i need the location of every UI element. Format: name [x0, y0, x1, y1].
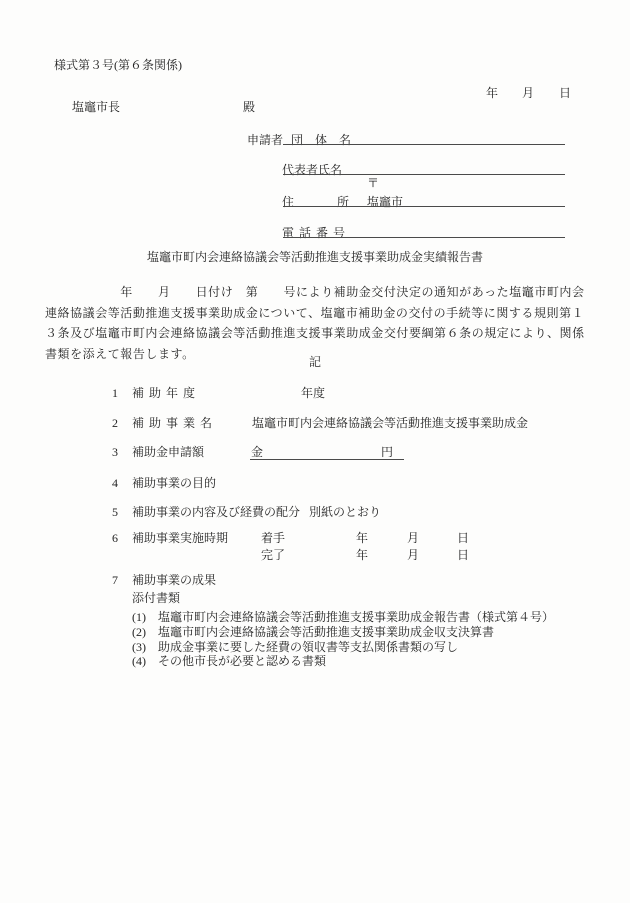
item-label: 補助事業の成果: [132, 573, 217, 587]
attachment-item: (4) その他市長が必要と認める書類: [132, 654, 326, 669]
phone-field-underline: [283, 237, 565, 238]
issue-date-day-label: 日: [559, 86, 572, 100]
address-label-2: 所: [337, 195, 350, 209]
representative-field-underline: [283, 174, 565, 175]
amount-suffix: 円: [381, 445, 394, 459]
item-number: 3: [112, 445, 118, 459]
representative-label: 代表者氏名: [282, 163, 343, 177]
item-label: 補助年度: [132, 386, 201, 400]
item-label: 補助事業実施時期: [132, 531, 229, 545]
document-title: 塩竈市町内会連絡協議会等活動推進支援事業助成金実績報告書: [146, 250, 483, 264]
body-paragraph-line: ３条及び塩竈市町内会連絡協議会等活動推進支援事業助成金交付要綱第６条の規定により、関係: [45, 326, 585, 340]
item-number: 4: [112, 476, 118, 490]
start-label: 着手: [261, 531, 286, 545]
attachments-heading: 添付書類: [132, 591, 181, 605]
phone-label: 電話番号: [282, 226, 351, 240]
postal-mark: 〒: [367, 176, 380, 190]
item-number: 2: [112, 416, 118, 430]
amount-field-underline: [250, 459, 404, 460]
group-name-field-underline: [283, 144, 565, 145]
end-month-label: 月: [407, 548, 420, 562]
address-field-underline: [283, 206, 565, 207]
body-paragraph-line: 連絡協議会等活動推進支援事業助成金について、塩竈市補助金の交付の手続等に関する規則第１: [45, 305, 585, 320]
body-paragraph-line: 書類を添えて報告します。: [45, 346, 195, 361]
applicant-label: 申請者: [247, 133, 284, 147]
attachment-item: (2) 塩竈市町内会連絡協議会等活動推進支援事業助成金収支決算書: [132, 624, 494, 639]
item-label: 補助事業名: [132, 416, 218, 430]
address-city: 塩竈市: [367, 195, 404, 209]
addressee-name: 塩竈市長: [72, 100, 121, 114]
amount-prefix: 金: [251, 445, 264, 459]
item-label: 補助金申請額: [132, 445, 205, 459]
item-number: 5: [112, 505, 118, 519]
group-name-label: 団 体 名: [291, 133, 352, 147]
end-day-label: 日: [457, 548, 470, 562]
ki-heading: 記: [308, 355, 321, 369]
issue-date-year-label: 年: [486, 86, 499, 100]
body-paragraph: [45, 282, 590, 364]
item-value: 年度: [301, 386, 326, 400]
item-value: 別紙のとおり: [309, 505, 382, 519]
start-day-label: 日: [457, 531, 470, 545]
address-label-1: 住: [282, 195, 295, 209]
start-month-label: 月: [407, 531, 420, 545]
item-value: 塩竈市町内会連絡協議会等活動推進支援事業助成金: [252, 416, 529, 430]
attachments-list: [132, 610, 554, 669]
item-number: 6: [112, 531, 118, 545]
addressee-honorific: 殿: [243, 100, 256, 114]
issue-date-month-label: 月: [522, 86, 535, 100]
item-number: 1: [112, 386, 118, 400]
item-number: 7: [112, 573, 118, 587]
item-label: 補助事業の目的: [132, 476, 217, 490]
attachment-item: (3) 助成金事業に要した経費の領収書等支払関係書類の写し: [132, 639, 458, 654]
form-number: 様式第３号(第６条関係): [54, 58, 182, 72]
end-label: 完了: [261, 548, 286, 562]
attachment-item: (1) 塩竈市町内会連絡協議会等活動推進支援事業助成金報告書（様式第４号）: [132, 610, 554, 624]
item-label: 補助事業の内容及び経費の配分: [132, 505, 301, 519]
end-year-label: 年: [356, 548, 369, 562]
start-year-label: 年: [356, 531, 369, 545]
body-paragraph-line: 年 月 日付け 第 号により補助金交付決定の通知があった塩竈市町内会: [45, 285, 585, 299]
